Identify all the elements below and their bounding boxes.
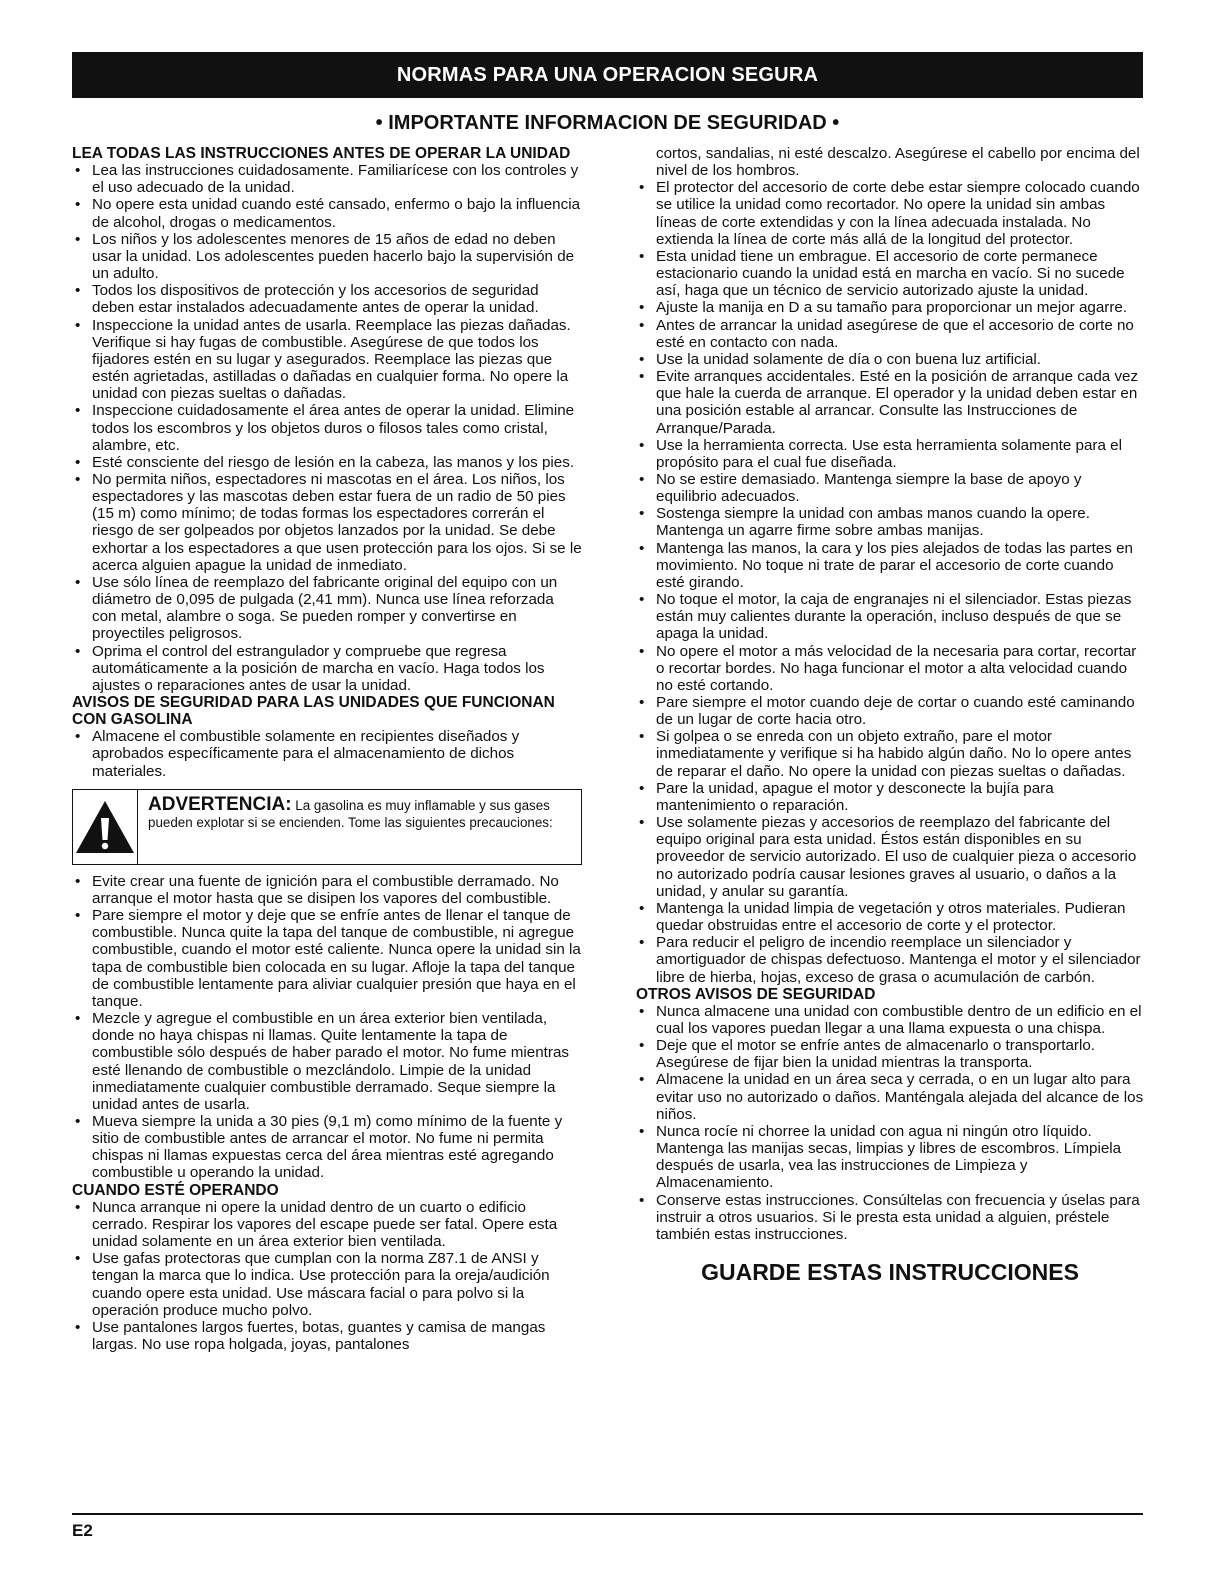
list-item: • Esté consciente del riesgo de lesión en la cabeza, las manos y los pies. <box>72 454 582 471</box>
list-item: • Use gafas protectoras que cumplan con la norma Z87.1 de ANSI y tengan la marca que lo indica. Use protección para la oreja/audición cuando opere esta unidad. Use máscara facial o para polvo si la operación produce mucho polvo. <box>72 1250 582 1319</box>
left-column <box>72 145 582 1353</box>
list-item: • Pare siempre el motor cuando deje de cortar o cuando esté caminando de un lugar de corte hacia otro. <box>636 694 1144 728</box>
continued-text: cortos, sandalias, ni esté descalzo. Asegúrese el cabello por encima del nivel de los hombros. <box>656 145 1140 180</box>
list-item: • Pare la unidad, apague el motor y desconecte la bujía para mantenimiento o reparación. <box>636 780 1144 814</box>
list-item: • Sostenga siempre la unidad con ambas manos cuando la opere. Mantenga un agarre firme sobre ambas manijas. <box>636 505 1144 539</box>
list-item: • Mueva siempre la unida a 30 pies (9,1 m) como mínimo de la fuente y sitio de combustible antes de arrancar el motor. No fume ni permita chispas ni llamas expuestas cerca del área mientras esté agregando combustible u operando la unidad. <box>72 1113 582 1182</box>
bullet-list <box>72 873 582 1182</box>
list-item: • Inspeccione cuidadosamente el área antes de operar la unidad. Elimine todos los escombros y los objetos duros o filosos tales como cristal, alambre, etc. <box>72 402 582 453</box>
list-item: • Mantenga la unidad limpia de vegetación y otros materiales. Pudieran quedar obstruidas entre el accesorio de corte y el protector. <box>636 900 1144 934</box>
section-heading: AVISOS DE SEGURIDAD PARA LAS UNIDADES QUE FUNCIONAN CON GASOLINA <box>72 694 555 729</box>
list-item: • Inspeccione la unidad antes de usarla. Reemplace las piezas dañadas. Verifique si hay fugas de combustible. Asegúrese de que todos los fijadores estén en su lugar y asegurados. Reemplace las piezas que estén agrietadas, astilladas o dañadas en cualquier forma. No opere la unidad con piezas sueltas o dañadas. <box>72 317 582 403</box>
list-item: • Use la unidad solamente de día o con buena luz artificial. <box>636 351 1144 368</box>
list-item: • No se estire demasiado. Mantenga siempre la base de apoyo y equilibrio adecuados. <box>636 471 1144 505</box>
list-item: • Use la herramienta correcta. Use esta herramienta solamente para el propósito para el cual fue diseñada. <box>636 437 1144 471</box>
list-item: • Evite crear una fuente de ignición para el combustible derramado. No arranque el motor hasta que se disipen los vapores del combustible. <box>72 873 582 907</box>
list-item: • Almacene el combustible solamente en recipientes diseñados y aprobados específicamente para el almacenamiento de dichos materiales. <box>72 728 582 779</box>
section-heading: OTROS AVISOS DE SEGURIDAD <box>636 985 876 1003</box>
page-title-bar <box>72 52 1143 98</box>
list-item: • Lea las instrucciones cuidadosamente. Familiarícese con los controles y el uso adecuado de la unidad. <box>72 162 582 196</box>
warning-label: ADVERTENCIA: <box>148 793 292 815</box>
list-item: • Oprima el control del estrangulador y compruebe que regresa automáticamente a la posición de marcha en vacío. Haga todos los ajustes o reparaciones antes de usar la unidad. <box>72 643 582 694</box>
save-instructions-title: GUARDE ESTAS INSTRUCCIONES <box>701 1259 1079 1285</box>
bullet-list <box>636 1003 1144 1243</box>
bullet-list <box>72 1199 582 1353</box>
list-item: • Mezcle y agregue el combustible en un área exterior bien ventilada, donde no haya chispas ni llamas. Quite lentamente la tapa de combustible sólo después de haber parado el motor. No fume mientras esté llenando de combustible o mezclándolo. Limpie de la unidad inmediatamente cualquier combustible derramado. Seque siempre la unidad antes de usarla. <box>72 1010 582 1113</box>
section-subtitle: • IMPORTANTE INFORMACION DE SEGURIDAD • <box>375 112 840 134</box>
bullet-list <box>72 162 582 694</box>
warning-box <box>72 789 582 865</box>
page-title: NORMAS PARA UNA OPERACION SEGURA <box>396 63 819 86</box>
list-item: • Nunca rocíe ni chorree la unidad con agua ni ningún otro líquido. Mantenga las manijas secas, limpias y libres de escombros. Límpiela después de usarla, vea las instrucciones de Limpieza y Almacenamiento. <box>636 1123 1144 1192</box>
page-number: E2 <box>72 1521 93 1540</box>
section-heading: CUANDO ESTÉ OPERANDO <box>72 1181 279 1199</box>
list-item: • Ajuste la manija en D a su tamaño para proporcionar un mejor agarre. <box>636 299 1144 316</box>
list-item: • No permita niños, espectadores ni mascotas en el área. Los niños, los espectadores y las mascotas deben estar fuera de un radio de 50 pies (15 m) como mínimo; de todas formas los espectadores correrán el riesgo de ser golpeados por objetos lanzados por la unidad. Se debe exhortar a los espectadores a que usen protección para los ojos. Si se le acerca alguien apague la unidad de inmediato. <box>72 471 582 574</box>
list-item: • Los niños y los adolescentes menores de 15 años de edad no deben usar la unidad. Los adolescentes pueden hacerlo bajo la supervisión de un adulto. <box>72 231 582 282</box>
section-heading: LEA TODAS LAS INSTRUCCIONES ANTES DE OPERAR LA UNIDAD <box>72 145 571 162</box>
list-item: • Use pantalones largos fuertes, botas, guantes y camisa de mangas largas. No use ropa holgada, joyas, pantalones <box>72 1319 582 1353</box>
right-column <box>636 145 1144 1286</box>
list-item: • El protector del accesorio de corte debe estar siempre colocado cuando se utilice la unidad como recortador. No opere la unidad sin ambas líneas de corte extendidas y con la línea adecuada instalada. No extienda la línea de corte más allá de la longitud del protector. <box>636 179 1144 248</box>
list-item: • Conserve estas instrucciones. Consúltelas con frecuencia y úselas para instruir a otros usuarios. Si le presta esta unidad a alguien, préstele también estas instrucciones. <box>636 1192 1144 1243</box>
list-item: • Esta unidad tiene un embrague. El accesorio de corte permanece estacionario cuando la unidad está en marcha en vacío. Si no sucede así, haga que un técnico de servicio autorizado ajuste la unidad. <box>636 248 1144 299</box>
bullet-list <box>636 179 1144 985</box>
list-item: • Antes de arrancar la unidad asegúrese de que el accesorio de corte no esté en contacto con nada. <box>636 317 1144 351</box>
list-item: • Nunca arranque ni opere la unidad dentro de un cuarto o edificio cerrado. Respirar los vapores del escape puede ser fatal. Opere esta unidad solamente en un área exterior bien ventilada. <box>72 1199 582 1250</box>
warning-text: La gasolina es muy inflamable y sus gases pueden explotar si se encienden. Tome las siguientes precauciones: <box>148 797 553 830</box>
list-item: • Todos los dispositivos de protección y los accesorios de seguridad deben estar instalados adecuadamente antes de operar la unidad. <box>72 282 582 316</box>
list-item: • Para reducir el peligro de incendio reemplace un silenciador y amortiguador de chispas defectuoso. Mantenga el motor y el silenciador libre de hierba, hojas, exceso de grasa o acumulación de carbón. <box>636 934 1144 985</box>
bullet-list <box>72 728 582 779</box>
list-item: • Use sólo línea de reemplazo del fabricante original del equipo con un diámetro de 0,095 de pulgada (2,41 mm). Nunca use línea reforzada con metal, alambre o soga. Se pueden romper y convertirse en proyectiles peligrosos. <box>72 574 582 643</box>
list-item: • Deje que el motor se enfríe antes de almacenarlo o transportarlo. Asegúrese de fijar bien la unidad mientras la transporta. <box>636 1037 1144 1071</box>
list-item: • No toque el motor, la caja de engranajes ni el silenciador. Estas piezas están muy calientes durante la operación, incluso después de que se apaga la unidad. <box>636 591 1144 642</box>
list-item: • Use solamente piezas y accesorios de reemplazo del fabricante del equipo original para esta unidad. Éstos están disponibles en su proveedor de servicio autorizado. El uso de cualquier pieza o accesorio no autorizado podría causar lesiones graves al usuario, o daños a la unidad, y anular su garantía. <box>636 814 1144 900</box>
list-item: • Pare siempre el motor y deje que se enfríe antes de llenar el tanque de combustible. Nunca quite la tapa del tanque de combustible, ni agregue combustible, cuando el motor esté caliente. Nunca opere la unidad sin la tapa de combustible bien colocada en su lugar. Afloje la tapa del tanque de combustible lentamente para aliviar cualquier presión que haya en el tanque. <box>72 907 582 1010</box>
footer-divider <box>72 1513 1143 1515</box>
warning-triangle-icon <box>73 790 138 864</box>
list-item: • Evite arranques accidentales. Esté en la posición de arranque cada vez que hale la cuerda de arranque. El operador y la unidad deben estar en una posición estable al arrancar. Consulte las Instrucciones de Arranque/Parada. <box>636 368 1144 437</box>
list-item: • No opere el motor a más velocidad de la necesaria para cortar, recortar o recortar bordes. No haga funcionar el motor a alta velocidad cuando no esté cortando. <box>636 643 1144 694</box>
list-item: • Mantenga las manos, la cara y los pies alejados de todas las partes en movimiento. No toque ni trate de parar el accesorio de corte cuando esté girando. <box>636 540 1144 591</box>
list-item: • Si golpea o se enreda con un objeto extraño, pare el motor inmediatamente y verifique si ha habido algún daño. No lo opere antes de reparar el daño. No opere la unidad con piezas sueltas o dañadas. <box>636 728 1144 779</box>
list-item: • Nunca almacene una unidad con combustible dentro de un edificio en el cual los vapores puedan llegar a una llama expuesta o una chispa. <box>636 1003 1144 1037</box>
list-item: • Almacene la unidad en un área seca y cerrada, o en un lugar alto para evitar uso no autorizado o daños. Manténgala alejada del alcance de los niños. <box>636 1071 1144 1122</box>
warning-text-block <box>138 790 581 864</box>
list-item: • No opere esta unidad cuando esté cansado, enfermo o bajo la influencia de alcohol, drogas o medicamentos. <box>72 196 582 230</box>
